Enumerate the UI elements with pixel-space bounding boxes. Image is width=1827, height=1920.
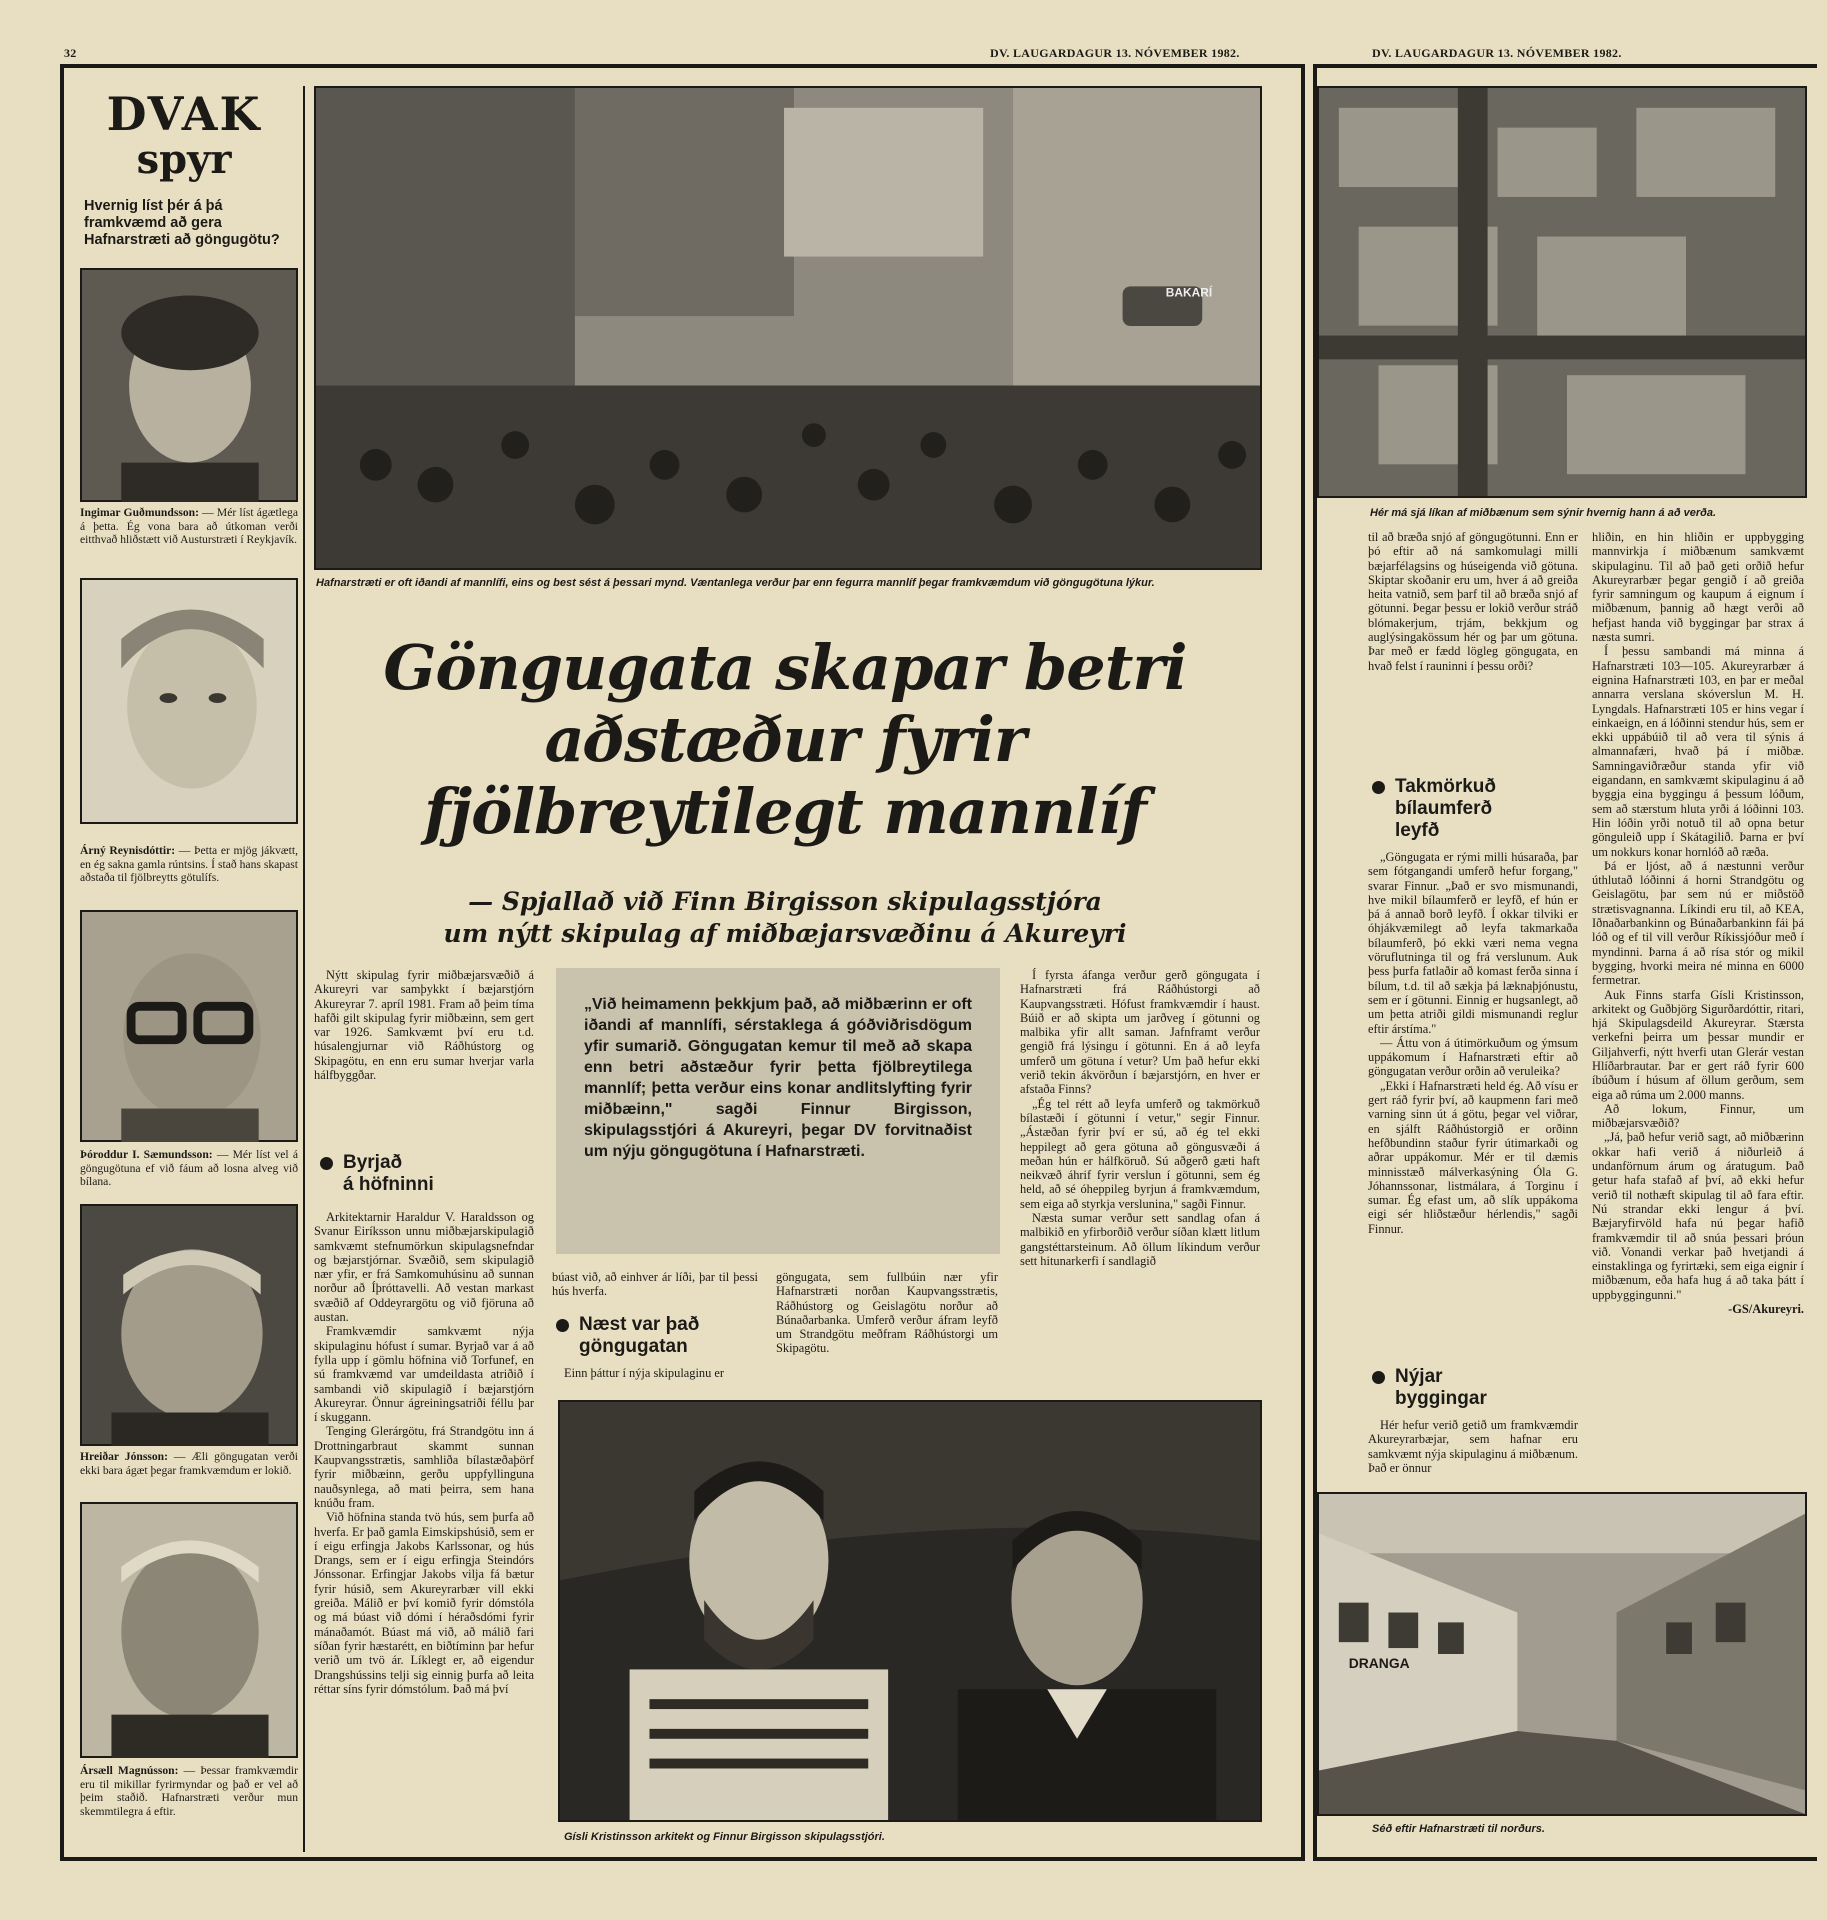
col2-body bbox=[552, 1270, 758, 1299]
dvak-title: DVAK bbox=[106, 87, 262, 141]
dvak-masthead bbox=[70, 87, 298, 183]
subheadline-2: um nýtt skipulag af miðbæjarsvæðinu á Akureyri bbox=[443, 919, 1127, 948]
page-number: 32 bbox=[64, 46, 77, 60]
portrait-3-caption bbox=[80, 1148, 298, 1189]
person-4-answer: — Æli göngugatan verði ekki bara ágæt þegar framkvæmdum er lokið. bbox=[80, 1450, 299, 1477]
right-col1-body-2 bbox=[1368, 850, 1578, 1236]
col4-body bbox=[1020, 968, 1260, 1268]
subhead-nyjar-line2: byggingar bbox=[1395, 1388, 1487, 1409]
col1-paragraph-3: Tenging Glerárgötu, frá Strandgötu inn á Drottningarbraut skammt sunnan Kaupvangsstrætis, samhliða bílastæðaþörf fyrir miðbæinn, gerðu uppfyllinguna nauðsynlega, að mati þeirra, sem hana knúðu fram. bbox=[314, 1424, 534, 1510]
col2-paragraph-2: Einn þáttur í nýja skipulaginu er bbox=[564, 1366, 725, 1380]
subhead-nyjar-line1: Nýjar bbox=[1395, 1366, 1443, 1387]
right-col1-paragraph-4: „Ekki í Hafnarstræti held ég. Að vísu er gert ráð fyrir því, að kaupmenn fari með varning sinn út á götu, þegar vel viðrar, en sjálft Ráðhústorgið er orðinn hefðbundinn staður fyrir útimarkaði og aðrar uppákomur. Mér er til dæmis minnisstæð málverkasýning Óla G. Jóhannssonar, listmálara, á Torginu í sumar. Ég efast um, að slík uppákoma eigi sér hliðstæður hérlendis," sagði Finnur. bbox=[1368, 1078, 1578, 1236]
subhead-nyjar bbox=[1372, 1366, 1572, 1410]
headline: Göngugata skapar betri aðstæður fyrir fjölbreytilegt mannlíf bbox=[383, 631, 1187, 848]
spread-fold-left bbox=[1301, 64, 1305, 1860]
right-col2-paragraph-3: Þá er ljóst, að á næstunni verður úthlutað lóðinni á horni Strandgötu og Geislagötu, þar sem nú er miðstöð strætisvagnanna. Líkindi eru til, að KEA, Iðnaðarbankinn og Búnaðarbankinn fái þá lóð og ef til vill verður Ríkissjóður með í myndinni. Þarna á að rísa stór og mikil bygging, hvorki meira né minna en 6000 fermetrar. bbox=[1592, 858, 1804, 988]
right-col1-body-3 bbox=[1368, 1418, 1578, 1475]
subhead-takmorkud-line2: bílaumferð bbox=[1395, 798, 1493, 819]
col3-paragraph-1: göngugata, sem fullbúin nær yfir Hafnarstræti norðan Kaupvangsstrætis, Ráðhústorg og Geislagötu norður að Búnaðarbanka. Umferð verður áfram leyfð um Strandgötu meðfram Ráðhústorgi um Skipagötu. bbox=[776, 1270, 998, 1356]
col1-body bbox=[314, 1210, 534, 1696]
right-col1-paragraph-3: — Áttu von á útimörkuðum og ýmsum uppákomum í Hafnarstræti eftir að göngugatan verður orðin að veruleika? bbox=[1368, 1035, 1578, 1079]
right-col1-paragraph-5: Hér hefur verið getið um framkvæmdir Akureyrarbæjar, sem hafnar eru samkvæmt nýja skipulaginu á miðbænum. Það er önnur bbox=[1368, 1418, 1578, 1475]
architects-photo bbox=[558, 1400, 1262, 1822]
portrait-4-caption bbox=[80, 1450, 298, 1477]
portrait-2-caption bbox=[80, 844, 298, 885]
right-col1-paragraph-1: til að bræða snjó af göngugötunni. Enn er þó eftir að ná samkomulagi milli bæjarfélagsins og húseigenda við götuna. Skiptar skoðanir eru um, hver á að greiða heita vatnið, sem þarf til að bræða snjó af götunni. Þegar þessu er lokið verður stráð blómakerjum, trjám, bekkjum og auglýsingakössum hér og þar um götuna. Þar með er fædd lögleg göngugata, en hvað felst í rauninni í þessu orði? bbox=[1368, 530, 1578, 673]
col1-paragraph-2: Framkvæmdir samkvæmt nýja skipulaginu hófust í sumar. Byrjað var á að fylla upp í gömlu höfnina við Torfunef, en sú framkvæmd var umdeildasta atriðið í sambandi við skipulagið í bæjarstjórn Akureyrar. Önnur ágreiningsatriði féllu þar í skuggann. bbox=[314, 1324, 534, 1425]
right-col2-paragraph-2: Í þessu sambandi má minna á Hafnarstræti 103—105. Akureyrarbær á eignina Hafnarstræti 103, en þar er meðal annarra verslana skóverslun M. H. Lyngdals. Hafnarstræti 105 er hins vegar í einkaeign, en á lóðinni stendur hús, sem er ekki uppábúið til að vera til sýnis á almannafæri, hvað þá í miðbæ. Samningaviðræður standa yfir við eigandann, en samkvæmt skipulaginu á að byggja eina byggingu á þessum lóðum, sem að stærstum hluta yrði á lóðinni 103. Hin lóðin yrði notuð til að opna betur gönguleið upp í Skátagilið. Þarna er því um nokkurs konar hornlóð að ræða. bbox=[1592, 644, 1804, 859]
right-col2-paragraph-6: „Já, það hefur verið sagt, að miðbærinn okkar hafi verið á niðurleið á undanförnum árum og áratugum. Það getur hafa stafað af því, að ekki hefur verið til nothæft skipulag til að fara eftir. Nú strandar ekki lengur á því. Bæjaryfirvöld hafa nú þegar hafið framkvæmdir til að snúa þessari þróun við. Vonandi verkar það hvetjandi á einstaklinga og fyrirtæki, sem eiga eignir í miðbænum, eða hafa hug á að taka þátt í uppbyggingunni." bbox=[1592, 1130, 1804, 1302]
model-photo-caption: Hér má sjá líkan af miðbænum sem sýnir hvernig hann á að verða. bbox=[1370, 507, 1717, 519]
portrait-1 bbox=[80, 268, 298, 502]
portrait-3 bbox=[80, 910, 298, 1142]
person-3-answer: — Mér líst vel á göngugötuna ef við fáum að losna alveg við bílana. bbox=[80, 1148, 298, 1189]
subhead-byrjad-line2: á höfninni bbox=[343, 1174, 434, 1195]
sign-dranga: DRANGA bbox=[1348, 1654, 1410, 1671]
subhead-takmorkud-line1: Takmörkuð bbox=[1395, 776, 1497, 797]
bottom-border-right bbox=[1313, 1857, 1817, 1861]
col2-paragraph-1: búast við, að einhver ár líði, þar til þessi hús hverfa. bbox=[552, 1270, 758, 1299]
bottom-border-left bbox=[60, 1857, 1305, 1861]
right-col2-paragraph-1: hliðin, en hin hliðin er uppbygging mannvirkja í miðbænum samkvæmt skipulaginu. Til að það geti orðið hefur Akureyrarbær þegar gengið í að greiða fyrir samningum og kaupum á eignum í miðbænum, þannig að hægt verði að hefjast handa við byggingar þar strax á næsta sumri. bbox=[1592, 530, 1804, 645]
subhead-naest-line1: Næst var það bbox=[579, 1314, 700, 1335]
sign-bakari: BAKARÍ bbox=[1165, 285, 1213, 300]
right-col2-paragraph-5: Að lokum, Finnur, um miðbæjarsvæðið? bbox=[1592, 1101, 1804, 1131]
street-photo bbox=[1317, 1492, 1807, 1816]
right-col2-body bbox=[1592, 530, 1804, 1316]
bullet-icon bbox=[1372, 781, 1385, 794]
quote-box: „Við heimamenn þekkjum það, að miðbærinn er oft iðandi af mannlífi, sérstaklega á góðviðrisdögum yfir sumarið. Göngugatan kemur til með að skapa enn betri aðstæður fyrir þetta fjölbreytilega mannlíf; þetta verður eins konar andlitslyfting fyrir miðbæinn," sagði Finnur Birgisson, skipulagsstjóri á Akureyri, þegar DV forvitnaðist um nýju göngugötuna í Hafnarstræti. bbox=[556, 968, 1000, 1254]
subhead-naest-line2: göngugatan bbox=[579, 1336, 688, 1357]
person-2-name: Árný Reynisdóttir: bbox=[80, 844, 176, 857]
right-col2-paragraph-4: Auk Finns starfa Gísli Kristinsson, arkitekt og Guðbjörg Sigurðardóttir, ritari, hjá Skipulagsdeild Akureyrar. Stærsta verkefni þeirra um þessar mundir er Giljahverfi, nýtt hverfi utan Glerár vestan Hlíðarbrautar. Þar er gert ráð fyrir 600 íbúðum í húsum af öllum gerðum, sem eiga að rúma um 2.000 manns. bbox=[1592, 987, 1804, 1102]
architects-photo-caption: Gísli Kristinsson arkitekt og Finnur Birgisson skipulagsstjóri. bbox=[564, 1831, 885, 1843]
right-col1-paragraph-2: „Göngugata er rými milli húsaraða, þar sem fótgangandi umferð hefur forgang," svarar Finnur. „Það er svo mismunandi, hve mikil bílaumferð er leyfð, ef hún er þá á annað borð leyfð. Í okkar tilviki er óhjákvæmilegt að leyfa takmarkaða bílaumferð, þó ekki væri nema vegna vöruflutninga til og frá verslunum. Auk þess þurfa fatlaðir að komast ferða sinna í bílum, t.d. til að sækja þá læknaþjónustu, sem er í götunni. Einnig er hugsanlegt, að um þetta atriði gildi mismunandi reglur eftir árstíma." bbox=[1368, 850, 1578, 1036]
bullet-icon bbox=[556, 1319, 569, 1332]
portrait-4 bbox=[80, 1204, 298, 1446]
model-photo bbox=[1317, 86, 1807, 498]
col1-intro-text: Nýtt skipulag fyrir miðbæjarsvæðið á Akureyri var samþykkt í bæjarstjórn Akureyrar 7. apríl 1981. Fram að þeim tíma hafði gilt skipulag fyrir miðbæinn, sem gert var 1926. Samkvæmt því eru t.d. húsalengjurnar við Ráðhústorg og Skipagötu, en enn eru sumar hverjar varla hálfbyggðar. bbox=[314, 968, 534, 1083]
left-border bbox=[60, 64, 64, 1860]
col1-paragraph-4: Við höfnina standa tvö hús, sem þurfa að hverfa. Er það gamla Eimskipshúsið, sem er í eigu erfingja Jakobs Karlssonar, og hús Drangs, sem er í eigu erfingja Steindórs Jónssonar. Erfingjar Jakobs vilja fá bætur fyrir húsið, sem Akureyrarbær vill ekki greiða. Málið er því komið fyrir dómstóla og má búast við dómi í héraðsdómi fyrir mánaðamót. Búast má við, að málið fari síðan fyrir hæstarétt, en biðtíminn þar hefur verið um tvö ár. Líklegt er, að eigendur Drangshússins telji sig einnig þurfa að leita réttar síns fyrir dómstólum. Það má því bbox=[314, 1510, 534, 1696]
subhead-byrjad-line1: Byrjað bbox=[343, 1152, 403, 1173]
dvak-subtitle: spyr bbox=[136, 136, 232, 183]
right-col1-body bbox=[1368, 530, 1578, 673]
bullet-icon bbox=[1372, 1371, 1385, 1384]
col1-intro bbox=[314, 968, 534, 1082]
portrait-5 bbox=[80, 1502, 298, 1758]
col4-paragraph-3: Næsta sumar verður sett sandlag ofan á malbikið en yfirborðið verður síðan klætt litlum gangstéttarsteinum. Að öllum líkindum verður sett hitunarkerfi í sandlagið bbox=[1020, 1211, 1260, 1268]
person-3-name: Þóroddur I. Sæmundsson: bbox=[80, 1148, 213, 1161]
bullet-icon bbox=[320, 1157, 333, 1170]
person-4-name: Hreiðar Jónsson: bbox=[80, 1450, 168, 1463]
person-5-name: Ársæll Magnússon: bbox=[80, 1764, 179, 1777]
dvak-question: Hvernig líst þér á þá framkvæmd að gera Hafnarstræti að göngugötu? bbox=[84, 198, 280, 248]
portrait-2 bbox=[80, 578, 298, 824]
crowd-photo-caption: Hafnarstræti er oft iðandi af mannlífi, eins og best sést á þessari mynd. Væntanlega verður þar enn fegurra mannlíf þegar framkvæmdum við göngugötuna lýkur. bbox=[316, 577, 1155, 589]
subheadline-1: — Spjallað við Finn Birgisson skipulagsstjóra bbox=[468, 887, 1102, 916]
person-1-answer: — Mér líst ágætlega á þetta. Ég vona bara að útkoman verði eitthvað hliðstætt við Austurstræti í Reykjavík. bbox=[80, 506, 298, 547]
signature: -GS/Akureyri. bbox=[1728, 1302, 1804, 1317]
crowd-photo bbox=[314, 86, 1262, 570]
person-2-answer: — Þetta er mjög jákvætt, en ég sakna gamla rúntsins. Í stað hans skapast aðstaða til fjölbreytts götulífs. bbox=[80, 844, 298, 885]
portrait-5-caption bbox=[80, 1764, 298, 1818]
col3-body bbox=[776, 1270, 998, 1356]
col2-tail bbox=[552, 1366, 758, 1380]
top-border-left bbox=[60, 64, 1305, 68]
subhead-naest bbox=[556, 1314, 756, 1358]
person-5-answer: — Þessar framkvæmdir eru til mikillar fyrirmyndar og það er vel að þeim staðið. Hafnarstræti verður mun skemmtilegra á eftir. bbox=[80, 1764, 298, 1818]
dateline-left: DV. LAUGARDAGUR 13. NÓVEMBER 1982. bbox=[990, 46, 1240, 60]
portrait-1-caption bbox=[80, 506, 298, 547]
subhead-takmorkud-line3: leyfð bbox=[1395, 820, 1440, 841]
subhead-byrjad bbox=[320, 1152, 532, 1196]
subhead-takmorkud bbox=[1372, 776, 1572, 842]
column-divider bbox=[303, 86, 305, 1852]
col4-paragraph-2: „Ég tel rétt að leyfa umferð og takmörkuð bílastæði í götunni í vetur," segir Finnur. „Ástæðan fyrir því er sú, að ég tel ekki heppilegt að gera götuna að göngusvæði á meðan hún er hálfköruð. Sú aðgerð gæti haft neikvæð áhrif fyrir verslun í götunni, sem ég held, að sé óheppileg byrjun á framkvæmdum, sem eiga að styrkja verslunina," sagði Finnur. bbox=[1020, 1096, 1260, 1211]
col1-paragraph-1: Arkitektarnir Haraldur V. Haraldsson og Svanur Eiríksson unnu miðbæjarskipulagið samkvæmt stefnumörkun skipulagsnefndar og bæjarstjórnar. Svæðið, sem skipulagið nær yfir, er frá Samkomuhúsinu að sunnan norður að Íþróttavelli. Að vestan markast svæðið af Oddeyrargötu og við fjöruna að austan. bbox=[314, 1210, 534, 1325]
street-photo-caption: Séð eftir Hafnarstræti til norðurs. bbox=[1372, 1823, 1545, 1835]
top-border-right bbox=[1313, 64, 1817, 68]
col4-paragraph-1: Í fyrsta áfanga verður gerð göngugata í Hafnarstræti frá Ráðhústorgi að Kaupvangsstræti. Hófust framkvæmdir í haust. Búið er að skipta um jarðveg í götunni og malbika yfir allt saman. Jafnframt verður gengið frá lýsingu í götunni. En á að leyfa umferð um götuna í vetur? Um það hefur ekki verið tekin ákvörðun í bæjarstjórn, en hver er afstaða Finns? bbox=[1020, 968, 1260, 1097]
dateline-right: DV. LAUGARDAGUR 13. NÓVEMBER 1982. bbox=[1372, 46, 1622, 60]
person-1-name: Ingimar Guðmundsson: bbox=[80, 506, 199, 519]
